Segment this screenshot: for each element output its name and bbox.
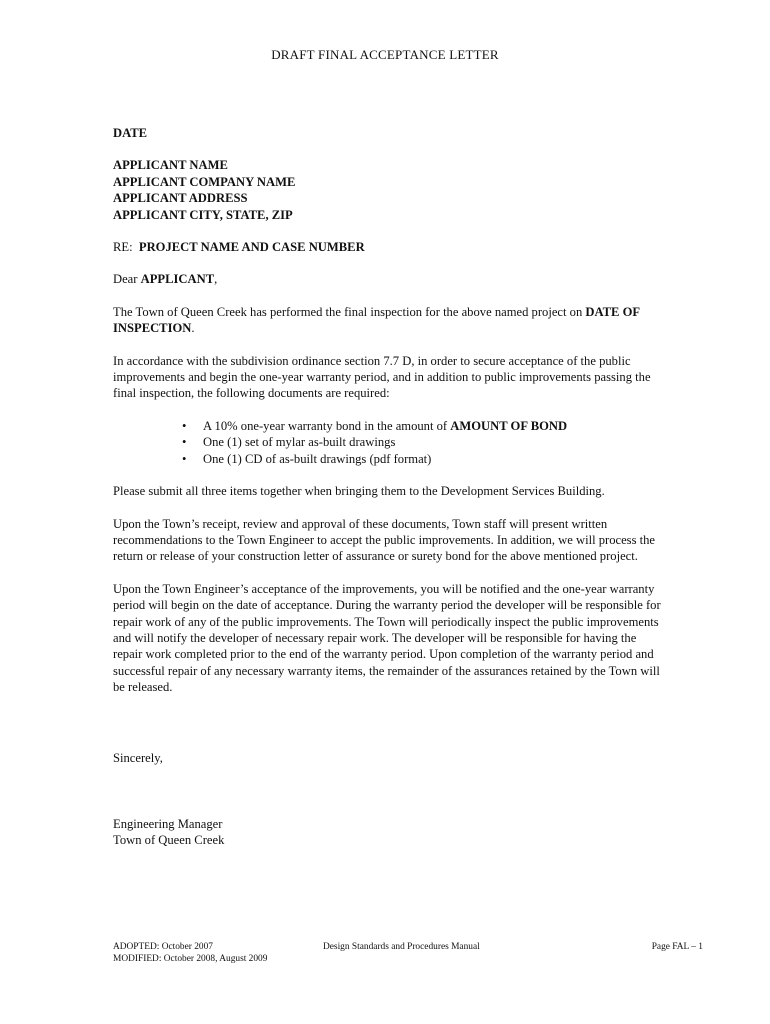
signature-block (113, 816, 224, 849)
list-item (182, 418, 663, 434)
re-line (113, 239, 663, 255)
signer-organization: Town of Queen Creek (113, 833, 225, 848)
footer-page-number: Page FAL – 1 (651, 942, 703, 952)
paragraph-warranty: Upon the Town Engineer’s acceptance of the improvements, you will be notified and the one-year warranty period will begin on the date of acceptance. During the warranty period the developer will be responsible for repair work of any of the public improvements. The Town will periodically inspect the public improvements and will notify the developer of necessary repair work. The developer will be responsible for having the repair work completed prior to the end of the warranty period. Upon completion of the warranty period and successful repair of any necessary warranty items, the remainder of the assurances retained by the Town will be released. (113, 581, 661, 695)
closing: Sincerely, (113, 751, 163, 765)
footer-dates (113, 941, 267, 965)
bullet-icon: • (182, 418, 187, 433)
signer-title: Engineering Manager (113, 817, 223, 831)
salutation-suffix: , (214, 272, 218, 287)
re-value: PROJECT NAME AND CASE NUMBER (138, 240, 365, 255)
list-item-text: One (1) set of mylar as-built drawings (203, 435, 396, 450)
bond-amount: AMOUNT OF BOND (450, 418, 568, 433)
date-field: DATE (113, 126, 148, 140)
list-item-text: One (1) CD of as-built drawings (pdf format) (203, 451, 432, 466)
re-label: RE: (113, 240, 133, 255)
paragraph-inspection-text: The Town of Queen Creek has performed the final inspection for the above named project on (113, 304, 583, 319)
list-item-text: A 10% one-year warranty bond in the amount of (203, 418, 451, 433)
salutation-prefix: Dear (113, 272, 141, 287)
bullet-icon: • (182, 435, 187, 450)
list-item (182, 451, 663, 467)
letter-body (113, 125, 663, 712)
salutation-name: APPLICANT (140, 272, 215, 287)
footer-modified: MODIFIED: October 2008, August 2009 (113, 954, 268, 964)
salutation (113, 271, 663, 287)
applicant-address: APPLICANT ADDRESS (113, 191, 248, 206)
applicant-city: APPLICANT CITY, STATE, ZIP (113, 207, 293, 222)
bullet-icon: • (182, 451, 187, 466)
applicant-company: APPLICANT COMPANY NAME (113, 174, 296, 189)
paragraph-review: Upon the Town’s receipt, review and approval of these documents, Town staff will present written recommendations to the Town Engineer to accept the public improvements. In addition, we will process the return or release of your construction letter of assurance or surety bond for the above mentioned project. (113, 516, 656, 564)
footer-manual: Design Standards and Procedures Manual (323, 942, 480, 952)
paragraph-submit: Please submit all three items together when bringing them to the Development Services Building. (113, 484, 605, 499)
list-item (182, 434, 663, 450)
paragraph-requirements: In accordance with the subdivision ordinance section 7.7 D, in order to secure acceptance of the public improvements and begin the one-year warranty period, and in addition to public improvements passing the final inspection, the following documents are required: (113, 353, 651, 401)
applicant-name: APPLICANT NAME (113, 158, 228, 173)
requirements-list (113, 418, 663, 467)
inspection-date: DATE OF INSPECTION (113, 304, 640, 336)
paragraph-inspection (113, 304, 663, 337)
footer-adopted: ADOPTED: October 2007 (113, 942, 213, 952)
document-title: DRAFT FINAL ACCEPTANCE LETTER (271, 47, 499, 62)
paragraph-inspection-end: . (191, 321, 195, 336)
